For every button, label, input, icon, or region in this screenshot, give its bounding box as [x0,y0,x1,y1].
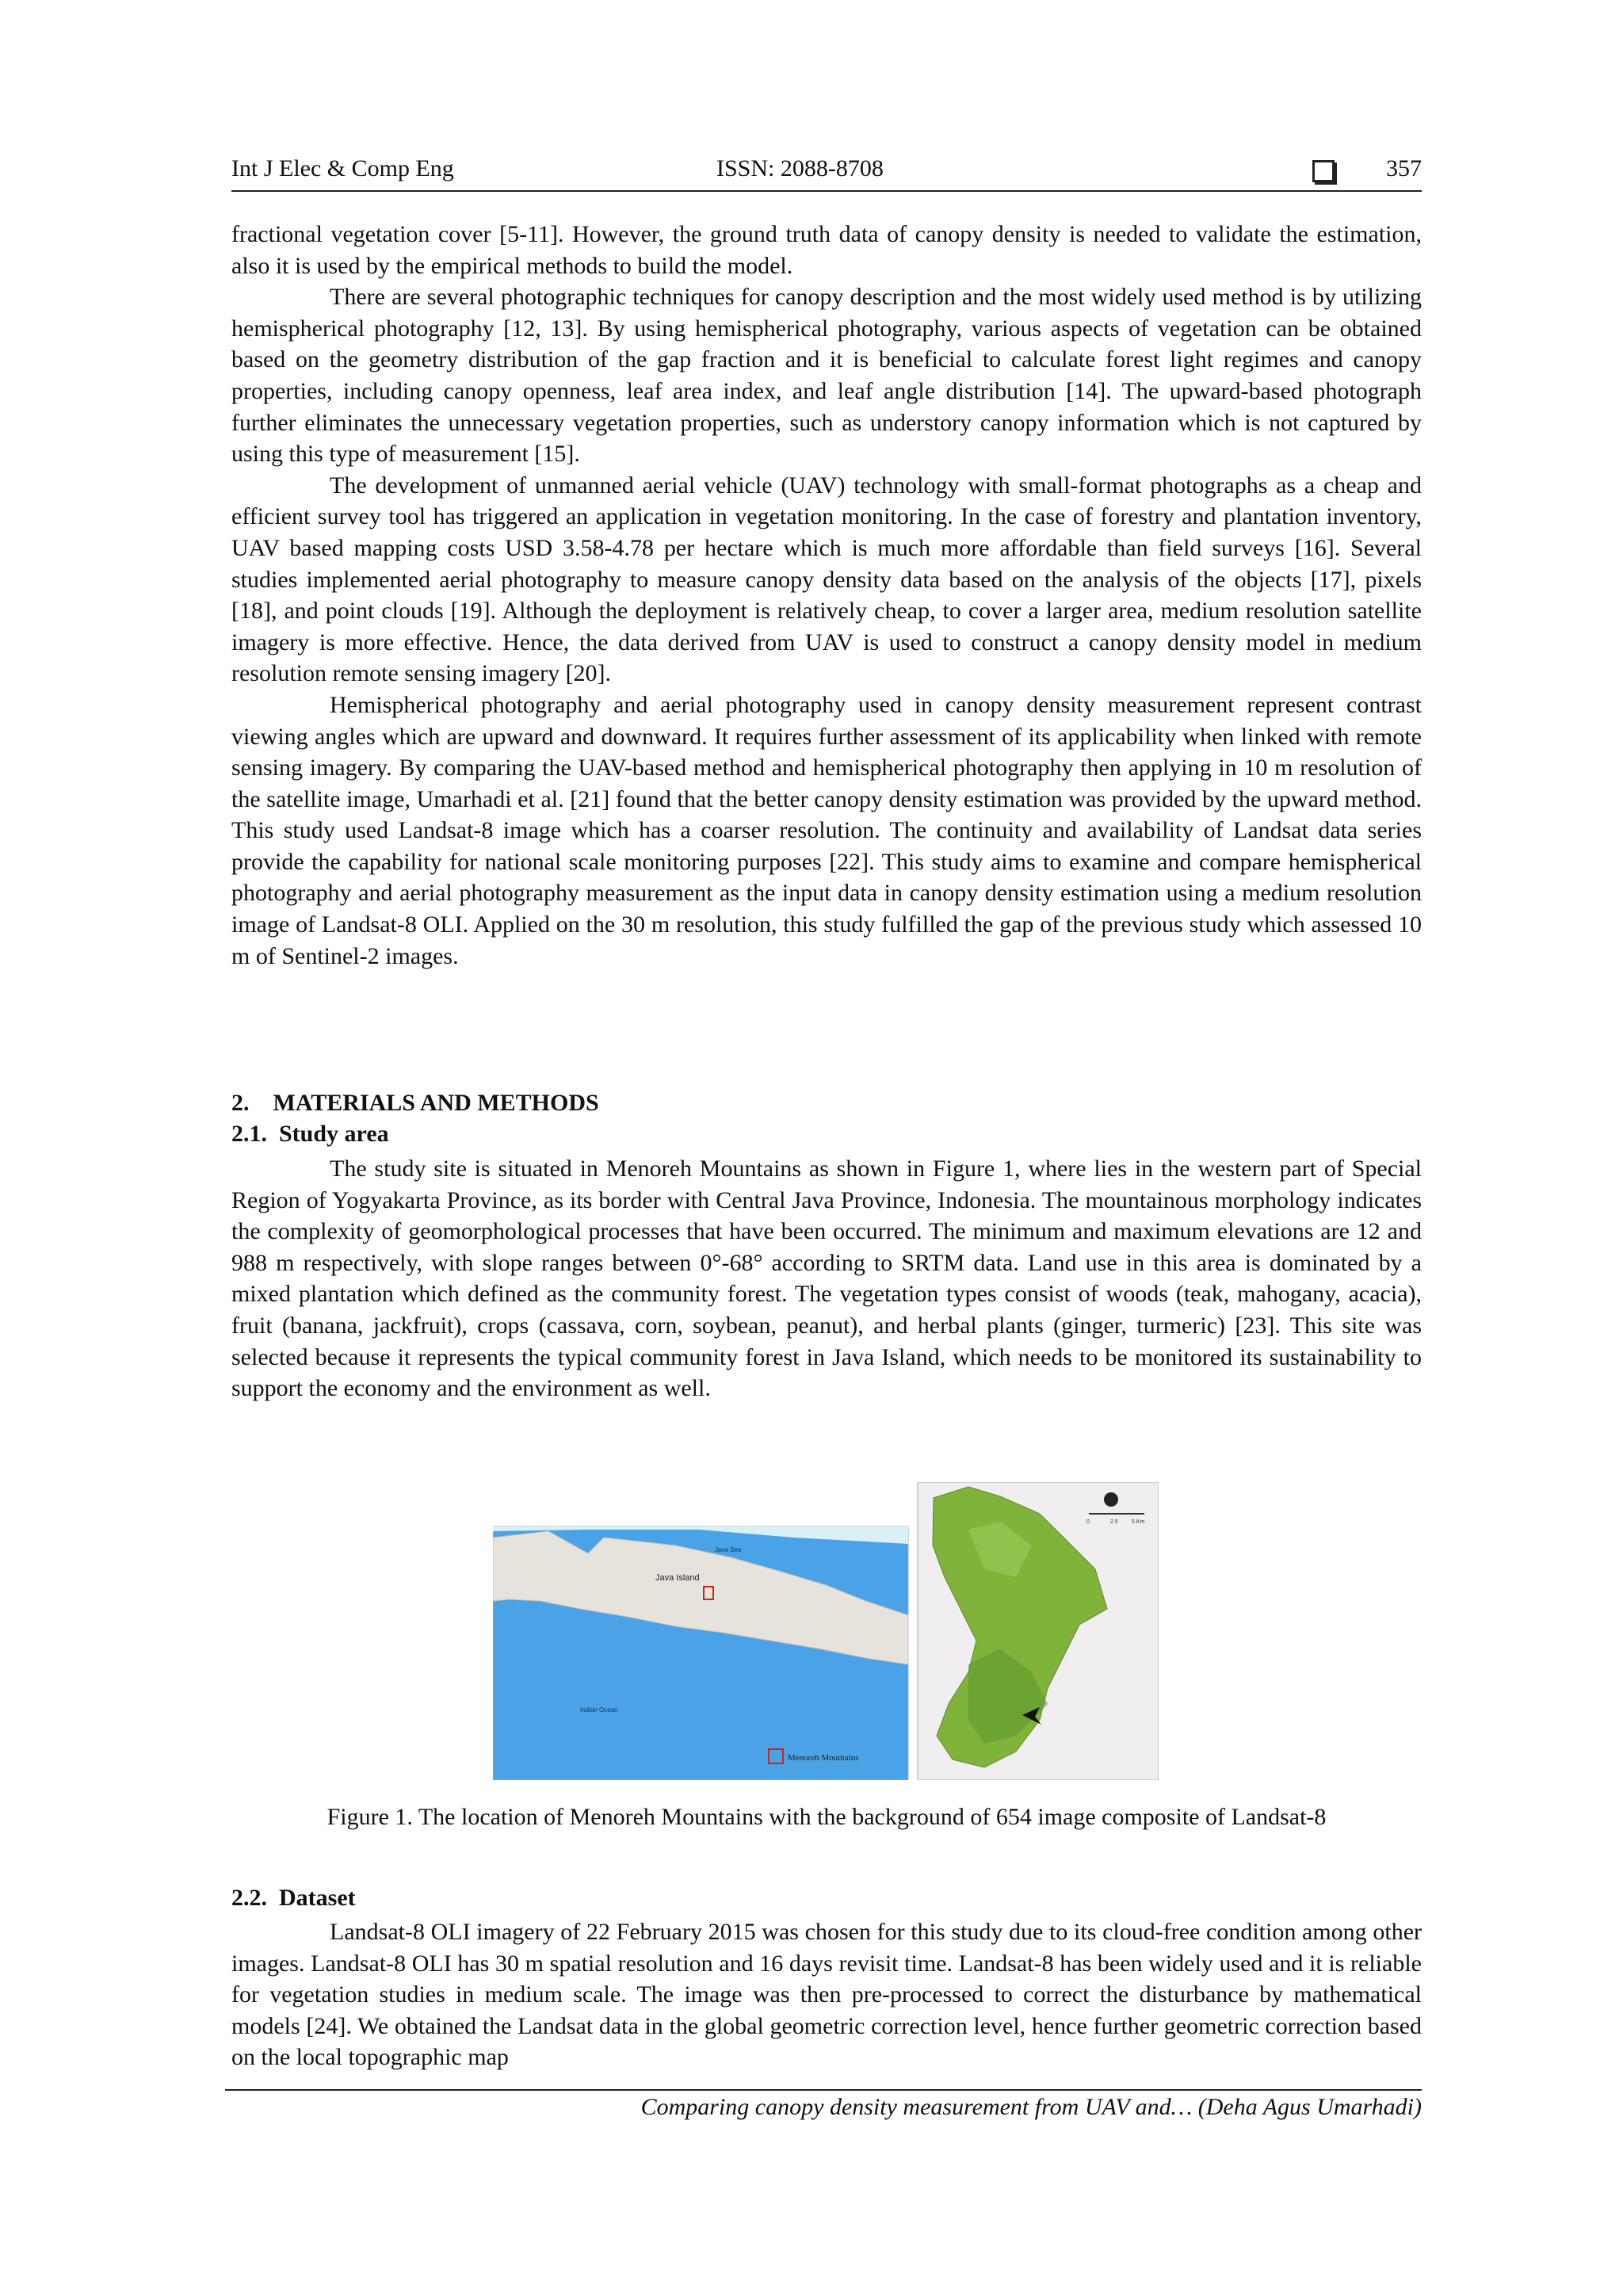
subsection-heading: 2.2. Dataset [231,1885,356,1911]
section-heading: 2. MATERIALS AND METHODS [231,1090,599,1116]
paragraph: The study site is situated in Menoreh Mountains as shown in Figure 1, where lies in the western part of Special Region of Yogyakarta Province, as its border with Central Java Province, Indonesia. The mountainous morphology indicates the complexity of geomorphological processes that have been occurred. The minimum and maximum elevations are 12 and 988 m respectively, with slope ranges between 0°-68° according to SRTM data. Land use in this area is dominated by a mixed plantation which defined as the community forest. The vegetation types consist of woods (teak, mahogany, acacia), fruit (banana, jackfruit), crops (cassava, corn, soybean, peanut), and herbal plants (ginger, turmeric) [23]. This site was selected because it represents the typical community forest in Java Island, which needs to be monitored its sustainability to support the economy and the environment as well. [231,1156,1422,1402]
study-area-text [231,1153,1422,1404]
page-footer: Comparing canopy density measurement from UAV and… (Deha Agus Umarhadi) [640,2094,1422,2120]
page-number: 357 [1386,155,1422,181]
scale-2-label: 2.5 [1110,1519,1118,1525]
subsection-heading: 2.1. Study area [231,1121,389,1147]
paragraph: The development of unmanned aerial vehicle (UAV) technology with small-format photographs as a cheap and efficient survey tool has triggered an application in vegetation monitoring. In the case of forestry and plantation inventory, UAV based mapping costs USD 3.58-4.78 per hectare which is much more affordable than field surveys [16]. Several studies implemented aerial photography to measure canopy density data based on the analysis of the objects [17], pixels [18], and point clouds [19]. Although the deployment is relatively cheap, to cover a larger area, medium resolution satellite imagery is more effective. Hence, the data derived from UAV is used to construct a canopy density model in medium resolution remote sensing imagery [20]. [231,472,1422,687]
java-overview-map [493,1526,908,1780]
legend-label: Menoreh Mountains [788,1753,859,1763]
paragraph: Hemispherical photography and aerial photography used in canopy density measurement represent contrast viewing angles which are upward and downward. It requires further assessment of its applicability when linked with remote sensing imagery. By comparing the UAV-based method and hemispherical photography then applying in 10 m resolution of the satellite image, Umarhadi et al. [21] found that the better canopy density estimation was provided by the upward method. This study used Landsat-8 image which has a coarser resolution. The continuity and availability of Landsat data series provide the capability for national scale monitoring purposes [22]. This study aims to examine and compare hemispherical photography and aerial photography measurement as the input data in canopy density estimation using a medium resolution image of Landsat-8 OLI. Applied on the 30 m resolution, this study fulfilled the gap of the previous study which assessed 10 m of Sentinel-2 images. [231,691,1422,969]
north-arrow-icon [1104,1492,1118,1507]
journal-name: Int J Elec & Comp Eng [231,155,454,181]
indian-ocean-label: Indian Ocean [580,1706,618,1713]
scale-5-label: 5 Km [1132,1519,1145,1525]
figure-1-maps [493,1482,1159,1780]
dataset-text [231,1916,1422,2073]
java-sea-label: Java Sea [715,1546,742,1553]
figure-1 [493,1482,1159,1780]
intro-text [231,219,1422,972]
paragraph: There are several photographic techniques for canopy description and the most widely used method is by utilizing hemispherical photography [12, 13]. By using hemispherical photography, various aspects of vegetation can be obtained based on the geometry distribution of the gap fraction and it is beneficial to calculate forest light regimes and canopy properties, including canopy openness, leaf area index, and leaf angle distribution [14]. The upward-based photograph further eliminates the unnecessary vegetation properties, such as understory canopy information which is not captured by using this type of measurement [15]. [231,284,1422,468]
issn: ISSN: 2088-8708 [716,155,884,181]
java-island-label: Java Island [655,1573,700,1583]
checkbox-icon [1312,160,1335,182]
scale-0-label: 0 [1086,1519,1090,1525]
figure-caption: Figure 1. The location of Menoreh Mountains with the background of 654 image composite of Landsat-8 [327,1804,1327,1830]
footer-rule [225,2089,1422,2091]
menoreh-landsat-map [918,1482,1159,1780]
paragraph: Landsat-8 OLI imagery of 22 February 2015 was chosen for this study due to its cloud-free condition among other images. Landsat-8 OLI has 30 m spatial resolution and 16 days revisit time. Landsat-8 has been widely used and it is reliable for vegetation studies in medium scale. The image was then pre-processed to correct the disturbance by mathematical models [24]. We obtained the Landsat data in the global geometric correction level, hence further geometric correction based on the local topographic map [231,1919,1422,2071]
page-header [231,155,1422,192]
paragraph: fractional vegetation cover [5-11]. However, the ground truth data of canopy density is needed to validate the estimation, also it is used by the empirical methods to build the model. [231,221,1422,279]
